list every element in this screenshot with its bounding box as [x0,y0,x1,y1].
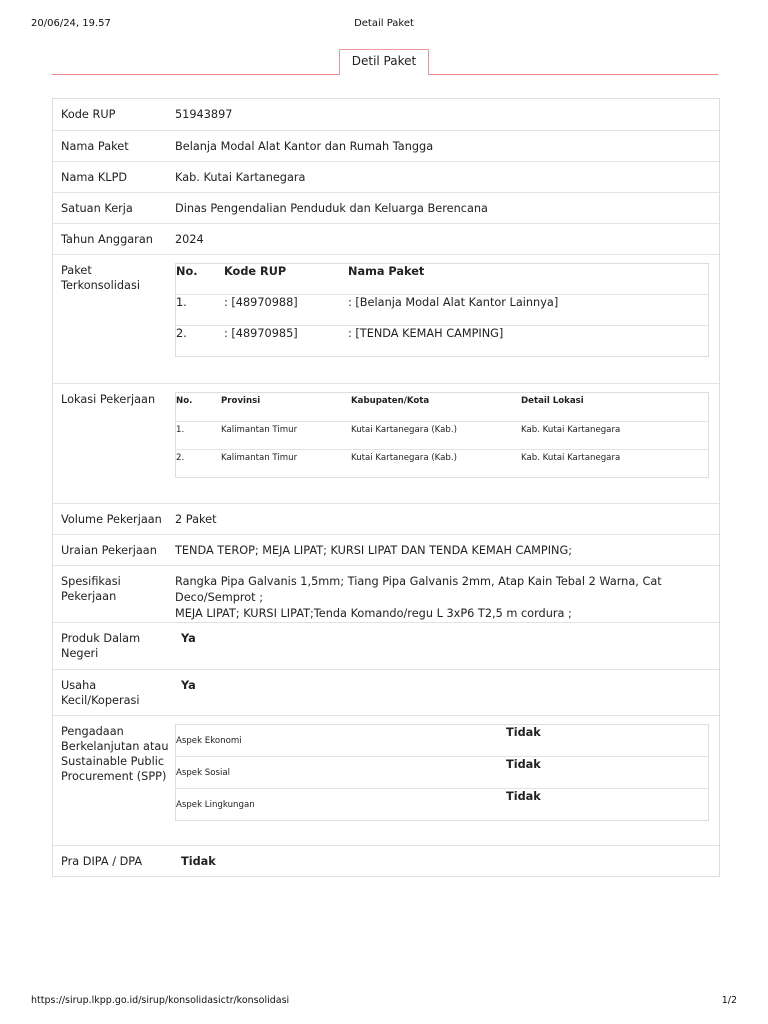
label-uraian-pekerjaan: Uraian Pekerjaan [53,534,175,565]
table-row [176,788,709,820]
row-pra-dipa [53,845,719,876]
table-row [176,421,709,449]
spp-aspek: Aspek Ekonomi [176,735,242,746]
paket-kode: : [48970988] [224,294,348,325]
lokasi-header-row [176,392,709,421]
label-line: Negeri [61,646,99,660]
lokasi-header-detail: Detail Lokasi [521,395,584,406]
lokasi-provinsi: Kalimantan Timur [221,449,351,477]
lokasi-detail: Kab. Kutai Kartanegara [521,421,709,449]
lokasi-kabupaten: Kutai Kartanegara (Kab.) [351,421,521,449]
spp-value: Tidak [506,756,709,788]
table-row [176,724,709,756]
spesifikasi-line: MEJA LIPAT; KURSI LIPAT;Tenda Komando/regu L 3xP6 T2,5 m cordura ; [175,606,572,620]
label-line: Paket [61,263,92,277]
label-spp [53,715,175,845]
paket-header-nama: Nama Paket [348,264,425,278]
lokasi-header-kabupaten: Kabupaten/Kota [351,395,430,406]
lokasi-detail: Kab. Kutai Kartanegara [521,449,709,477]
detail-table [53,99,719,876]
label-volume-pekerjaan: Volume Pekerjaan [53,503,175,534]
label-line: Procurement (SPP) [61,769,167,783]
spp-table [175,724,709,821]
label-tahun-anggaran: Tahun Anggaran [53,223,175,254]
row-spesifikasi-pekerjaan [53,565,719,622]
label-satuan-kerja: Satuan Kerja [53,192,175,223]
row-paket-terkonsolidasi [53,254,719,383]
row-lokasi-pekerjaan [53,383,719,503]
ukm-value: Ya [181,678,196,692]
label-usaha-kecil [53,669,175,715]
value-nama-paket: Belanja Modal Alat Kantor dan Rumah Tangga [175,130,719,161]
paket-header-kode: Kode RUP [224,264,287,278]
row-nama-klpd [53,161,719,192]
label-line: Usaha [61,678,97,692]
spesifikasi-line: Rangka Pipa Galvanis 1,5mm; Tiang Pipa Galvanis 2mm, Atap Kain Tebal 2 Warna, Cat Deco/Semprot ; [175,574,662,604]
table-row [176,325,709,356]
label-line: Berkelanjutan atau [61,739,169,753]
print-page-number: 1/2 [721,995,737,1006]
value-usaha-kecil [175,669,719,715]
lokasi-kabupaten: Kutai Kartanegara (Kab.) [351,449,521,477]
spp-value: Tidak [506,788,709,820]
label-line: Kecil/Koperasi [61,693,140,707]
label-line: Spesifikasi [61,574,121,588]
label-pra-dipa: Pra DIPA / DPA [53,845,175,876]
label-paket-terkonsolidasi [53,254,175,383]
label-nama-paket: Nama Paket [53,130,175,161]
paket-header-no: No. [176,264,198,278]
paket-nama: : [Belanja Modal Alat Kantor Lainnya] [348,294,709,325]
row-nama-paket [53,130,719,161]
value-spp [175,715,719,845]
value-volume-pekerjaan: 2 Paket [175,503,719,534]
value-kode-rup: 51943897 [175,108,233,121]
table-row [176,756,709,788]
detail-panel [52,98,720,877]
spp-aspek: Aspek Lingkungan [176,788,507,820]
value-nama-klpd: Kab. Kutai Kartanegara [175,161,719,192]
paket-no: 1. [176,294,225,325]
label-line: Pekerjaan [61,589,117,603]
paket-kode: : [48970985] [224,325,348,356]
label-lokasi-pekerjaan: Lokasi Pekerjaan [53,383,175,503]
label-line: Produk Dalam [61,631,141,645]
row-spp [53,715,719,845]
paket-no: 2. [176,325,225,356]
lokasi-no: 2. [176,449,222,477]
value-produk-dalam-negeri [175,622,719,669]
value-spesifikasi-pekerjaan [175,565,719,622]
label-produk-dalam-negeri [53,622,175,669]
value-satuan-kerja: Dinas Pengendalian Penduduk dan Keluarga Berencana [175,192,719,223]
row-uraian-pekerjaan [53,534,719,565]
row-usaha-kecil [53,669,719,715]
row-satuan-kerja [53,192,719,223]
print-datetime: 20/06/24, 19.57 [31,18,111,29]
value-uraian-pekerjaan: TENDA TEROP; MEJA LIPAT; KURSI LIPAT DAN TENDA KEMAH CAMPING; [175,534,719,565]
row-produk-dalam-negeri [53,622,719,669]
lokasi-header-no: No. [176,395,193,406]
row-volume-pekerjaan [53,503,719,534]
label-line: Terkonsolidasi [61,278,140,292]
table-row [176,294,709,325]
pdn-value: Ya [181,631,196,645]
value-paket-terkonsolidasi [175,254,719,383]
spp-aspek: Aspek Sosial [176,756,507,788]
table-row [176,449,709,477]
paket-table [175,263,709,357]
pra-dipa-value: Tidak [181,854,216,868]
tab-detil-paket[interactable]: Detil Paket [339,49,429,75]
value-pra-dipa [175,845,719,876]
row-tahun-anggaran [53,223,719,254]
label-line: Pengadaan [61,724,124,738]
label-nama-klpd: Nama KLPD [53,161,175,192]
paket-header-row [176,263,709,294]
row-kode-rup [53,99,719,130]
label-spesifikasi-pekerjaan [53,565,175,622]
value-tahun-anggaran: 2024 [175,223,719,254]
lokasi-table [175,392,709,478]
label-line: Sustainable Public [61,754,165,768]
spp-value: Tidak [506,725,541,739]
label-kode-rup: Kode RUP [61,108,116,121]
lokasi-header-provinsi: Provinsi [221,395,261,406]
print-page-title: Detail Paket [354,18,414,29]
paket-nama: : [TENDA KEMAH CAMPING] [348,325,709,356]
print-url: https://sirup.lkpp.go.id/sirup/konsolidasictr/konsolidasi [31,995,290,1006]
value-lokasi-pekerjaan [175,383,719,503]
lokasi-provinsi: Kalimantan Timur [221,421,351,449]
lokasi-no: 1. [176,421,222,449]
